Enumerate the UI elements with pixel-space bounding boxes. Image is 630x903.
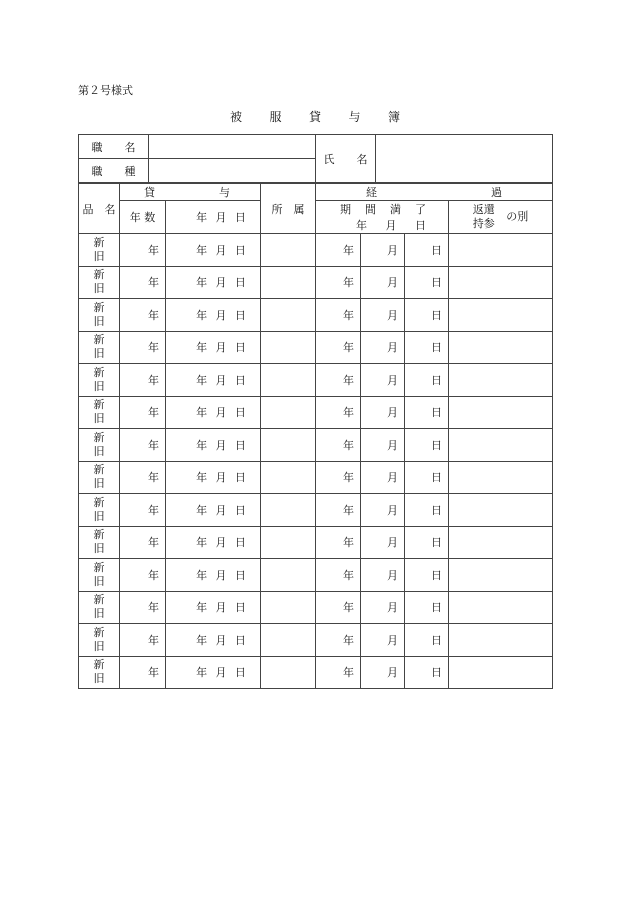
new-label: 新 xyxy=(93,430,105,444)
day-label: 日 xyxy=(431,243,442,257)
years-cell[interactable] xyxy=(120,396,166,429)
new-label: 新 xyxy=(93,658,105,672)
expiry-day-cell[interactable] xyxy=(405,494,449,527)
year-label: 年 xyxy=(148,438,159,452)
period-char: 間 xyxy=(365,203,376,216)
affiliation-header: 所 属 xyxy=(261,184,316,234)
loan-date-cell[interactable] xyxy=(166,331,261,364)
new-old-cell[interactable] xyxy=(79,461,120,494)
table-row xyxy=(79,559,553,592)
name-label: 氏 名 xyxy=(316,135,376,183)
day-label: 日 xyxy=(431,438,442,452)
year-label: 年 xyxy=(148,406,159,420)
expiry-month-cell[interactable] xyxy=(361,494,405,527)
month-label: 月 xyxy=(387,308,398,322)
month-label: 月 xyxy=(215,341,227,355)
return-distinction-cell[interactable] xyxy=(449,429,553,462)
month-label: 月 xyxy=(387,568,398,582)
expiry-day-cell[interactable] xyxy=(405,234,449,267)
day-label: 日 xyxy=(415,219,426,232)
month-label: 月 xyxy=(215,633,227,647)
table-row xyxy=(79,396,553,429)
table-row xyxy=(79,591,553,624)
table-row xyxy=(79,299,553,332)
period-char: 満 xyxy=(390,203,401,216)
old-label: 旧 xyxy=(93,249,105,263)
loan-char: 貸 xyxy=(144,186,155,199)
return-bring-stack xyxy=(473,203,495,231)
loan-date-cell[interactable] xyxy=(166,299,261,332)
day-label: 日 xyxy=(234,276,246,290)
old-label: 旧 xyxy=(93,607,105,621)
year-label: 年 xyxy=(196,211,208,224)
distinction-label: の別 xyxy=(506,210,529,223)
return-distinction-header xyxy=(449,201,553,234)
affiliation-cell[interactable] xyxy=(261,234,316,267)
month-label: 月 xyxy=(215,243,227,257)
affiliation-cell[interactable] xyxy=(261,299,316,332)
day-label: 日 xyxy=(431,471,442,485)
year-label: 年 xyxy=(356,219,367,232)
affiliation-cell[interactable] xyxy=(261,494,316,527)
expiry-day-cell[interactable] xyxy=(405,526,449,559)
process-header xyxy=(316,184,553,201)
day-label: 日 xyxy=(234,536,246,550)
loan-date-cell[interactable] xyxy=(166,494,261,527)
day-label: 日 xyxy=(431,341,442,355)
loan-date-cell[interactable] xyxy=(166,656,261,689)
table-row xyxy=(79,461,553,494)
years-cell[interactable] xyxy=(120,299,166,332)
year-label: 年 xyxy=(196,406,208,420)
expiry-year-cell[interactable] xyxy=(316,526,361,559)
affiliation-cell[interactable] xyxy=(261,396,316,429)
year-label: 年 xyxy=(343,341,354,355)
month-label: 月 xyxy=(215,601,227,615)
year-label: 年 xyxy=(343,243,354,257)
new-old-cell[interactable] xyxy=(79,526,120,559)
expiry-year-cell[interactable] xyxy=(316,266,361,299)
day-label: 日 xyxy=(234,503,246,517)
job-title-field[interactable] xyxy=(149,135,316,159)
loan-char: 与 xyxy=(219,186,230,199)
item-name-header: 品 名 xyxy=(79,184,120,234)
expiry-day-cell[interactable] xyxy=(405,429,449,462)
years-cell[interactable] xyxy=(120,591,166,624)
affiliation-cell[interactable] xyxy=(261,559,316,592)
month-label: 月 xyxy=(387,243,398,257)
year-label: 年 xyxy=(148,633,159,647)
day-label: 日 xyxy=(234,438,246,452)
new-old-cell[interactable] xyxy=(79,364,120,397)
year-label: 年 xyxy=(343,536,354,550)
new-label: 新 xyxy=(93,528,105,542)
expiry-month-cell[interactable] xyxy=(361,526,405,559)
month-label: 月 xyxy=(387,438,398,452)
period-expiry-header xyxy=(316,201,449,234)
day-label: 日 xyxy=(431,373,442,387)
period-char: 期 xyxy=(340,203,351,216)
year-label: 年 xyxy=(196,471,208,485)
year-label: 年 xyxy=(343,666,354,680)
year-label: 年 xyxy=(196,568,208,582)
month-label: 月 xyxy=(215,211,227,224)
loan-date-header xyxy=(166,201,261,234)
expiry-month-cell[interactable] xyxy=(361,266,405,299)
old-label: 旧 xyxy=(93,379,105,393)
years-cell[interactable] xyxy=(120,266,166,299)
expiry-year-cell[interactable] xyxy=(316,429,361,462)
day-label: 日 xyxy=(234,341,246,355)
return-distinction-cell[interactable] xyxy=(449,299,553,332)
title-char: 与 xyxy=(348,110,361,124)
new-label: 新 xyxy=(93,333,105,347)
affiliation-cell[interactable] xyxy=(261,624,316,657)
year-label: 年 xyxy=(148,373,159,387)
return-distinction-cell[interactable] xyxy=(449,234,553,267)
day-label: 日 xyxy=(431,666,442,680)
expiry-month-cell[interactable] xyxy=(361,559,405,592)
year-label: 年 xyxy=(343,276,354,290)
expiry-month-cell[interactable] xyxy=(361,461,405,494)
years-cell[interactable] xyxy=(120,559,166,592)
years-header: 年 数 xyxy=(120,201,166,234)
new-old-cell[interactable] xyxy=(79,656,120,689)
month-label: 月 xyxy=(215,503,227,517)
year-label: 年 xyxy=(343,471,354,485)
new-label: 新 xyxy=(93,300,105,314)
day-label: 日 xyxy=(234,211,246,224)
month-label: 月 xyxy=(385,219,397,232)
return-distinction-cell[interactable] xyxy=(449,624,553,657)
year-label: 年 xyxy=(148,243,159,257)
loan-date-cell[interactable] xyxy=(166,461,261,494)
affiliation-cell[interactable] xyxy=(261,656,316,689)
old-label: 旧 xyxy=(93,574,105,588)
expiry-month-cell[interactable] xyxy=(361,364,405,397)
return-distinction-cell[interactable] xyxy=(449,396,553,429)
loan-header xyxy=(120,184,261,201)
new-label: 新 xyxy=(93,593,105,607)
day-label: 日 xyxy=(431,601,442,615)
new-label: 新 xyxy=(93,365,105,379)
years-cell[interactable] xyxy=(120,461,166,494)
loan-date-cell[interactable] xyxy=(166,591,261,624)
new-label: 新 xyxy=(93,625,105,639)
return-label: 返還 xyxy=(472,203,495,216)
old-label: 旧 xyxy=(93,412,105,426)
table-row xyxy=(79,364,553,397)
month-label: 月 xyxy=(215,308,227,322)
expiry-year-cell[interactable] xyxy=(316,591,361,624)
expiry-day-cell[interactable] xyxy=(405,396,449,429)
year-label: 年 xyxy=(196,536,208,550)
month-label: 月 xyxy=(387,471,398,485)
affiliation-cell[interactable] xyxy=(261,266,316,299)
expiry-year-cell[interactable] xyxy=(316,461,361,494)
year-label: 年 xyxy=(148,666,159,680)
old-label: 旧 xyxy=(93,672,105,686)
month-label: 月 xyxy=(215,568,227,582)
old-label: 旧 xyxy=(93,444,105,458)
table-row xyxy=(79,624,553,657)
name-field[interactable] xyxy=(376,135,553,183)
day-label: 日 xyxy=(431,536,442,550)
affiliation-cell[interactable] xyxy=(261,591,316,624)
return-distinction-cell[interactable] xyxy=(449,559,553,592)
month-label: 月 xyxy=(387,503,398,517)
old-label: 旧 xyxy=(93,314,105,328)
job-type-field[interactable] xyxy=(149,159,316,183)
year-label: 年 xyxy=(148,276,159,290)
table-row xyxy=(79,656,553,689)
year-label: 年 xyxy=(343,601,354,615)
process-char: 過 xyxy=(491,186,502,199)
new-label: 新 xyxy=(93,235,105,249)
expiry-year-cell[interactable] xyxy=(316,299,361,332)
old-label: 旧 xyxy=(93,477,105,491)
years-cell[interactable] xyxy=(120,429,166,462)
new-old-cell[interactable] xyxy=(79,591,120,624)
expiry-day-cell[interactable] xyxy=(405,624,449,657)
expiry-month-cell[interactable] xyxy=(361,656,405,689)
expiry-year-cell[interactable] xyxy=(316,494,361,527)
month-label: 月 xyxy=(215,276,227,290)
expiry-day-cell[interactable] xyxy=(405,364,449,397)
table-row xyxy=(79,234,553,267)
month-label: 月 xyxy=(387,666,398,680)
loan-date-cell[interactable] xyxy=(166,396,261,429)
old-label: 旧 xyxy=(93,347,105,361)
loan-date-cell[interactable] xyxy=(166,559,261,592)
loan-date-cell[interactable] xyxy=(166,234,261,267)
expiry-year-cell[interactable] xyxy=(316,624,361,657)
title-char: 貸 xyxy=(308,110,321,124)
year-label: 年 xyxy=(196,373,208,387)
year-label: 年 xyxy=(343,406,354,420)
years-cell[interactable] xyxy=(120,364,166,397)
years-cell[interactable] xyxy=(120,234,166,267)
expiry-year-cell[interactable] xyxy=(316,234,361,267)
years-cell[interactable] xyxy=(120,624,166,657)
year-label: 年 xyxy=(196,438,208,452)
year-label: 年 xyxy=(343,373,354,387)
title-char: 被 xyxy=(230,110,243,124)
affiliation-cell[interactable] xyxy=(261,331,316,364)
month-label: 月 xyxy=(387,341,398,355)
old-label: 旧 xyxy=(93,542,105,556)
expiry-month-cell[interactable] xyxy=(361,624,405,657)
loan-date-cell[interactable] xyxy=(166,266,261,299)
title-char: 服 xyxy=(269,110,282,124)
day-label: 日 xyxy=(431,633,442,647)
new-old-cell[interactable] xyxy=(79,266,120,299)
day-label: 日 xyxy=(431,308,442,322)
loan-date-cell[interactable] xyxy=(166,624,261,657)
affiliation-cell[interactable] xyxy=(261,364,316,397)
new-label: 新 xyxy=(93,398,105,412)
years-cell[interactable] xyxy=(120,494,166,527)
year-label: 年 xyxy=(343,438,354,452)
day-label: 日 xyxy=(234,633,246,647)
year-label: 年 xyxy=(196,503,208,517)
table-row xyxy=(79,266,553,299)
bring-label: 持参 xyxy=(472,217,495,230)
loan-date-cell[interactable] xyxy=(166,526,261,559)
year-label: 年 xyxy=(343,503,354,517)
day-label: 日 xyxy=(431,503,442,517)
return-distinction-cell[interactable] xyxy=(449,364,553,397)
process-char: 経 xyxy=(366,186,377,199)
year-label: 年 xyxy=(148,341,159,355)
expiry-day-cell[interactable] xyxy=(405,656,449,689)
month-label: 月 xyxy=(215,471,227,485)
year-label: 年 xyxy=(196,243,208,257)
year-label: 年 xyxy=(196,341,208,355)
new-old-cell[interactable] xyxy=(79,559,120,592)
month-label: 月 xyxy=(387,406,398,420)
expiry-month-cell[interactable] xyxy=(361,591,405,624)
day-label: 日 xyxy=(234,601,246,615)
title-char: 簿 xyxy=(387,110,400,124)
expiry-day-cell[interactable] xyxy=(405,461,449,494)
year-label: 年 xyxy=(148,471,159,485)
year-label: 年 xyxy=(196,276,208,290)
expiry-month-cell[interactable] xyxy=(361,331,405,364)
day-label: 日 xyxy=(234,373,246,387)
expiry-day-cell[interactable] xyxy=(405,559,449,592)
year-label: 年 xyxy=(196,308,208,322)
expiry-day-cell[interactable] xyxy=(405,591,449,624)
month-label: 月 xyxy=(215,438,227,452)
year-label: 年 xyxy=(343,308,354,322)
month-label: 月 xyxy=(387,633,398,647)
day-label: 日 xyxy=(234,666,246,680)
form-number: 第２号様式 xyxy=(78,84,133,97)
day-label: 日 xyxy=(234,308,246,322)
new-old-cell[interactable] xyxy=(79,494,120,527)
year-label: 年 xyxy=(148,601,159,615)
period-char: 了 xyxy=(415,203,426,216)
table-row xyxy=(79,429,553,462)
new-label: 新 xyxy=(93,463,105,477)
affiliation-cell[interactable] xyxy=(261,526,316,559)
year-label: 年 xyxy=(343,633,354,647)
new-old-cell[interactable] xyxy=(79,331,120,364)
year-label: 年 xyxy=(196,666,208,680)
old-label: 旧 xyxy=(93,639,105,653)
expiry-day-cell[interactable] xyxy=(405,331,449,364)
month-label: 月 xyxy=(387,601,398,615)
day-label: 日 xyxy=(234,243,246,257)
month-label: 月 xyxy=(215,536,227,550)
expiry-month-cell[interactable] xyxy=(361,299,405,332)
expiry-year-cell[interactable] xyxy=(316,559,361,592)
day-label: 日 xyxy=(431,568,442,582)
old-label: 旧 xyxy=(93,509,105,523)
years-cell[interactable] xyxy=(120,331,166,364)
day-label: 日 xyxy=(234,406,246,420)
expiry-month-cell[interactable] xyxy=(361,429,405,462)
return-distinction-cell[interactable] xyxy=(449,526,553,559)
new-old-cell[interactable] xyxy=(79,396,120,429)
year-label: 年 xyxy=(196,601,208,615)
new-old-cell[interactable] xyxy=(79,624,120,657)
table-row xyxy=(79,331,553,364)
loan-date-cell[interactable] xyxy=(166,429,261,462)
year-label: 年 xyxy=(343,568,354,582)
day-label: 日 xyxy=(431,276,442,290)
new-label: 新 xyxy=(93,560,105,574)
table-row xyxy=(79,494,553,527)
new-old-cell[interactable] xyxy=(79,299,120,332)
new-old-cell[interactable] xyxy=(79,429,120,462)
old-label: 旧 xyxy=(93,282,105,296)
document-title xyxy=(230,108,400,125)
affiliation-cell[interactable] xyxy=(261,429,316,462)
year-label: 年 xyxy=(148,308,159,322)
header-table xyxy=(78,134,553,183)
expiry-month-cell[interactable] xyxy=(361,234,405,267)
return-distinction-cell[interactable] xyxy=(449,591,553,624)
job-type-label: 職 種 xyxy=(79,159,149,183)
return-distinction-cell[interactable] xyxy=(449,331,553,364)
return-distinction-cell[interactable] xyxy=(449,461,553,494)
loan-date-cell[interactable] xyxy=(166,364,261,397)
year-label: 年 xyxy=(148,568,159,582)
expiry-year-cell[interactable] xyxy=(316,331,361,364)
loan-register-table xyxy=(78,183,553,689)
month-label: 月 xyxy=(387,276,398,290)
day-label: 日 xyxy=(234,568,246,582)
affiliation-cell[interactable] xyxy=(261,461,316,494)
expiry-year-cell[interactable] xyxy=(316,656,361,689)
new-label: 新 xyxy=(93,495,105,509)
day-label: 日 xyxy=(431,406,442,420)
expiry-day-cell[interactable] xyxy=(405,266,449,299)
expiry-year-cell[interactable] xyxy=(316,396,361,429)
month-label: 月 xyxy=(387,536,398,550)
expiry-year-cell[interactable] xyxy=(316,364,361,397)
years-cell[interactable] xyxy=(120,656,166,689)
expiry-month-cell[interactable] xyxy=(361,396,405,429)
return-distinction-cell[interactable] xyxy=(449,494,553,527)
years-cell[interactable] xyxy=(120,526,166,559)
new-label: 新 xyxy=(93,268,105,282)
expiry-day-cell[interactable] xyxy=(405,299,449,332)
new-old-cell[interactable] xyxy=(79,234,120,267)
month-label: 月 xyxy=(387,373,398,387)
year-label: 年 xyxy=(196,633,208,647)
return-distinction-cell[interactable] xyxy=(449,266,553,299)
job-title-label: 職 名 xyxy=(79,135,149,159)
day-label: 日 xyxy=(234,471,246,485)
table-row xyxy=(79,526,553,559)
year-label: 年 xyxy=(148,503,159,517)
return-distinction-cell[interactable] xyxy=(449,656,553,689)
month-label: 月 xyxy=(215,406,227,420)
year-label: 年 xyxy=(148,536,159,550)
month-label: 月 xyxy=(215,666,227,680)
month-label: 月 xyxy=(215,373,227,387)
